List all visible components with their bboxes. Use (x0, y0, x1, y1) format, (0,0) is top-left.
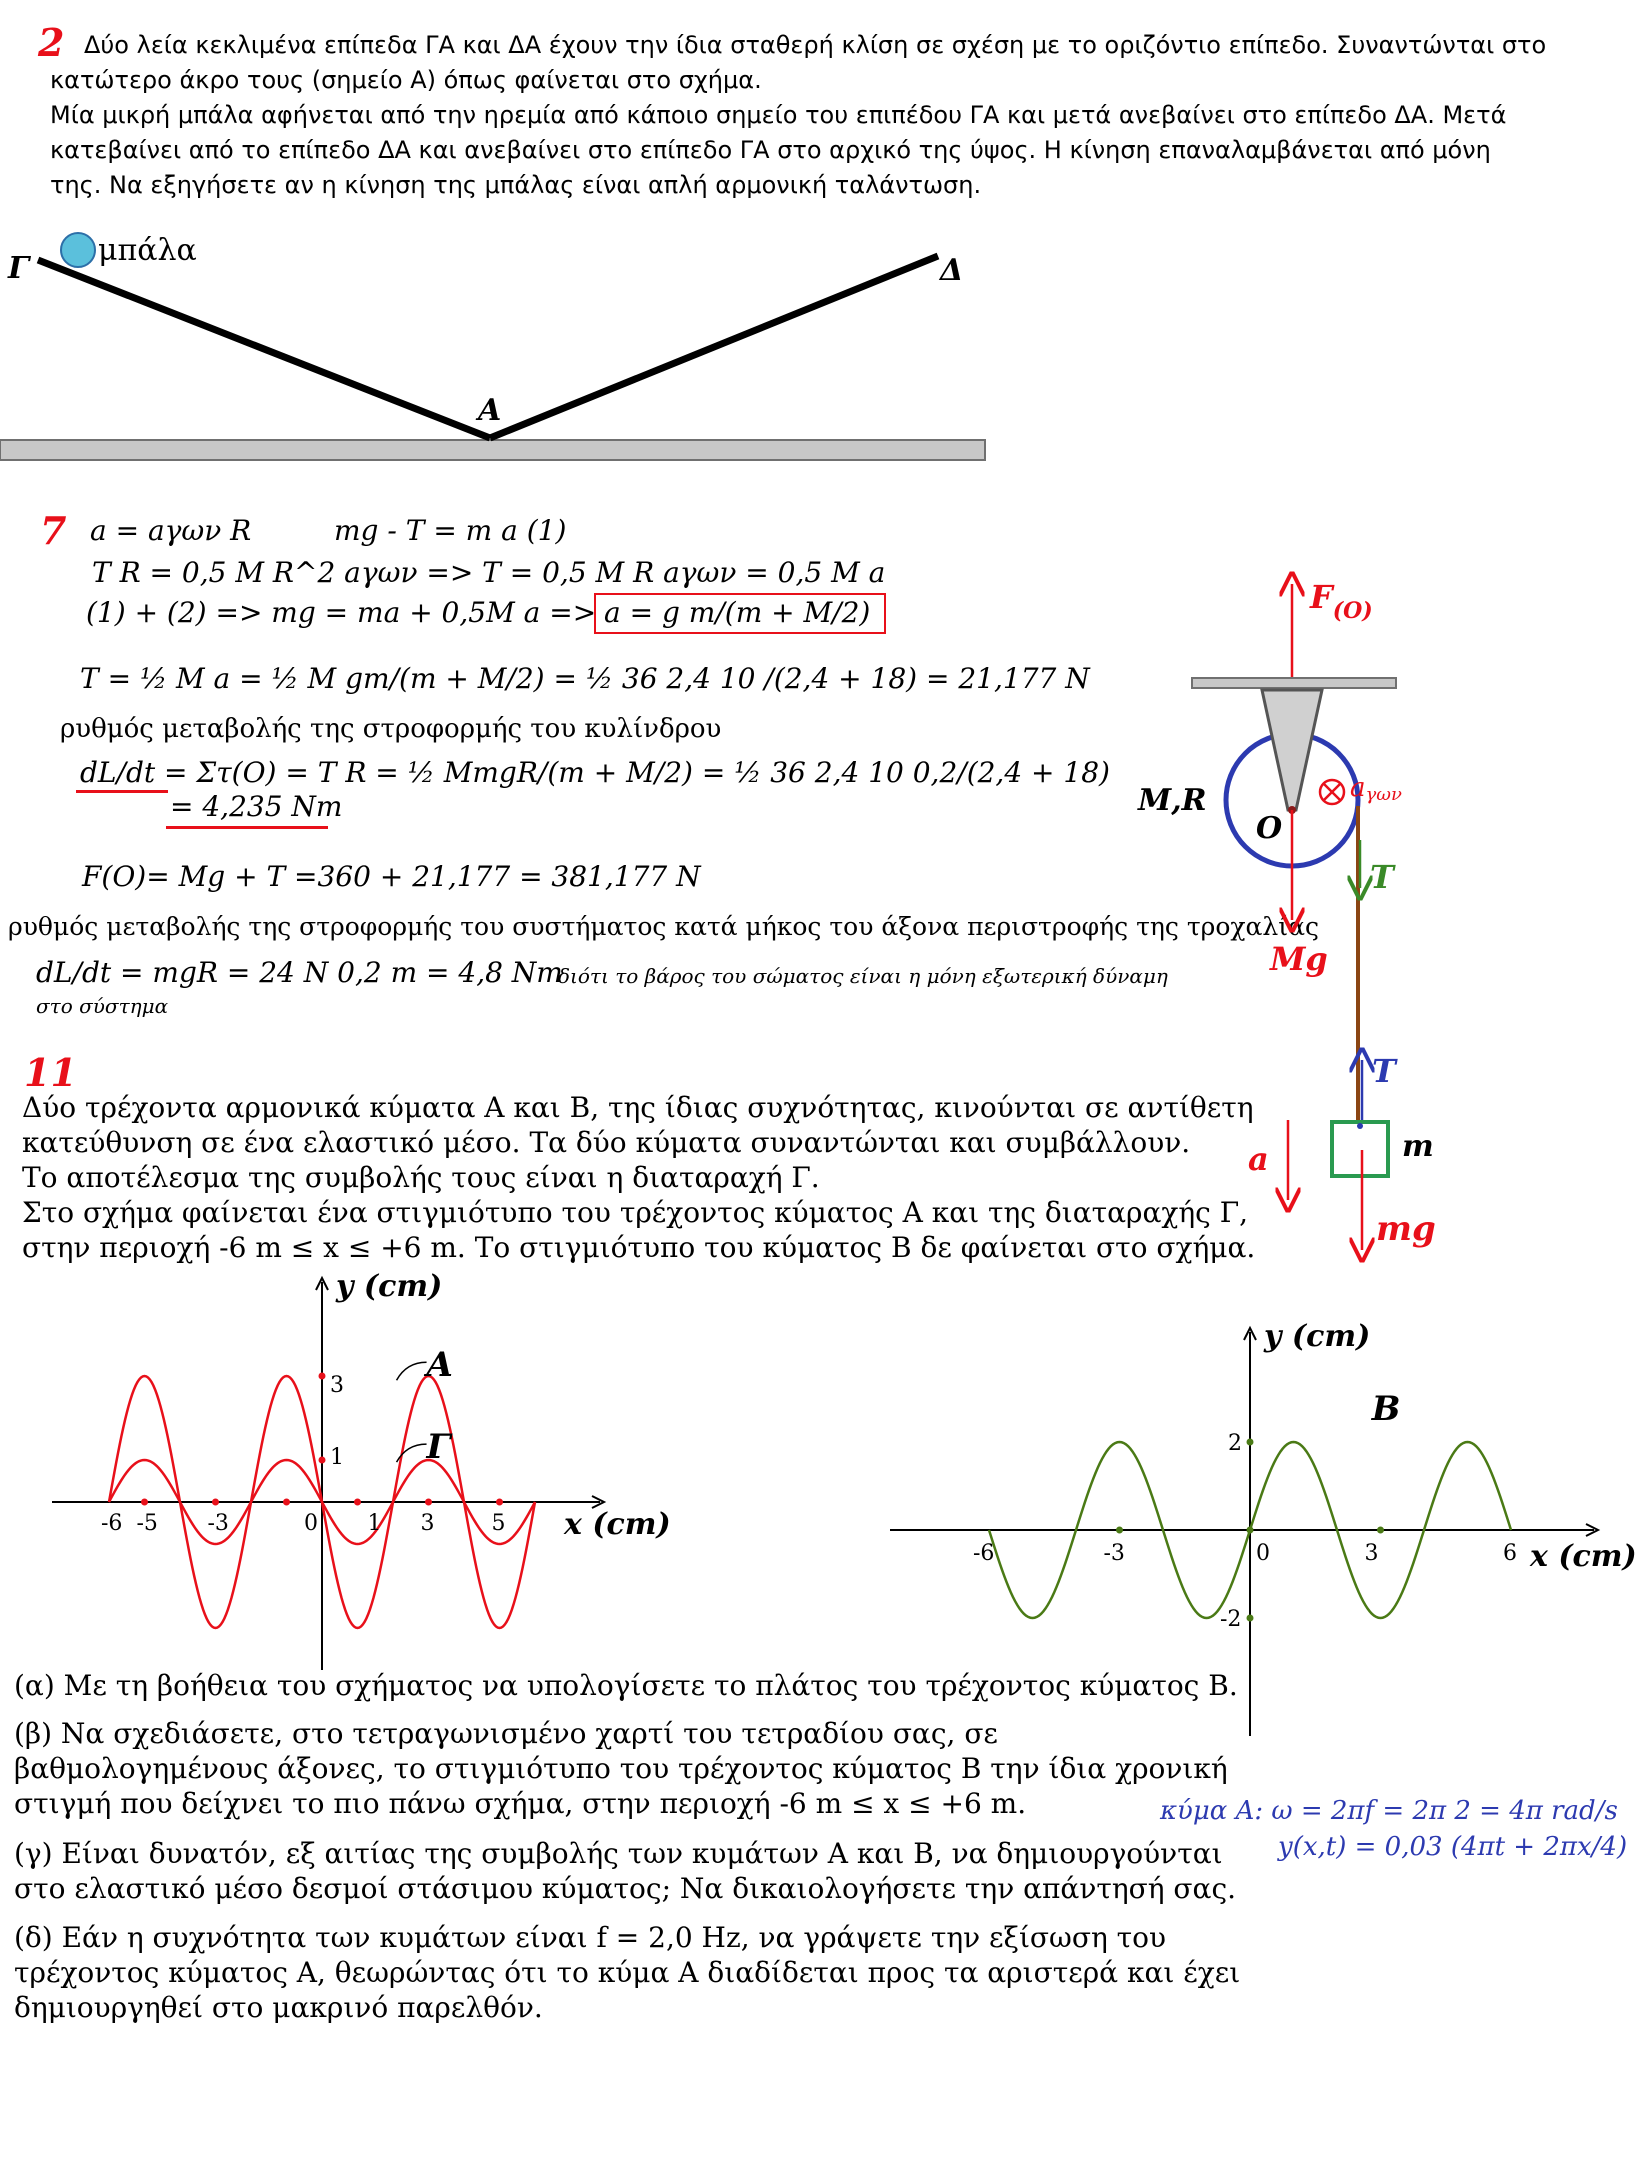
y-tick-label: -2 (1220, 1607, 1242, 1632)
eq-3b-boxed: a = g m/(m + M/2) (594, 593, 886, 634)
note-2: στο σύστημα (36, 994, 169, 1018)
question-d (14, 1920, 1240, 2025)
problem-11-line: στην περιοχή -6 m ≤ x ≤ +6 m. Το στιγμιότυπο του κύματος Β δε φαίνεται στο σχήμα. (22, 1231, 1256, 1264)
axis-point (141, 1499, 148, 1506)
axis-point (1116, 1527, 1123, 1534)
problem-11-number: 11 (24, 1050, 77, 1095)
x-tick-label: -6 (973, 1541, 995, 1566)
question-c-line: στο ελαστικό μέσο δεσμοί στάσιμου κύματος; Να δικαιολογήσετε την απάντησή σας. (14, 1872, 1237, 1905)
x-tick-label: 1 (367, 1511, 382, 1536)
plane-gamma-a (38, 260, 490, 438)
problem-2-line: Δύο λεία κεκλιμένα επίπεδα ΓΑ και ΔΑ έχουν την ίδια σταθερή κλίση σε σχέση με το οριζόντιο επίπεδο. Συναντώνται στο (84, 31, 1547, 59)
problem-2-text (50, 28, 1547, 203)
label-delta: Δ (940, 253, 964, 288)
ground (0, 440, 985, 460)
x-tick-label: -3 (207, 1511, 229, 1536)
axis-point (1247, 1527, 1254, 1534)
label-a: Α (478, 393, 502, 428)
y-point-2 (1247, 1439, 1254, 1446)
y-tick-label: 1 (330, 1445, 344, 1470)
mass-center (1357, 1123, 1363, 1129)
question-b-line: βαθμολογημένους άξονες, το στιγμιότυπο του τρέχοντος κύματος Β την ίδια χρονική (14, 1752, 1228, 1785)
problem-2-line: Μία μικρή μπάλα αφήνεται από την ηρεμία από κάποιο σημείο του επιπέδου ΓΑ και μετά ανεβαίνει στο επίπεδο ΔΑ. Μετά (50, 101, 1507, 129)
plane-delta-a (490, 256, 938, 438)
eq-1a: a = aγων R (90, 514, 252, 547)
label-m: m (1402, 1129, 1434, 1164)
question-b-line: στιγμή που δείχνει το πιο πάνω σχήμα, στην περιοχή -6 m ≤ x ≤ +6 m. (14, 1787, 1027, 1820)
text-cylinder: ρυθμός μεταβολής της στροφορμής του κυλίνδρου (60, 714, 722, 744)
label-mr: M,R (1138, 783, 1207, 818)
problem-2-line: κατεβαίνει από το επίπεδο ΔΑ και ανεβαίνει στο επίπεδο ΓΑ στο αρχικό της ύψος. Η κίνηση επαναλαμβάνεται από μόνη (50, 136, 1491, 164)
label-t-upper: T (1370, 858, 1394, 896)
y-tick-label: 3 (330, 1373, 344, 1398)
problem-7-number: 7 (40, 508, 67, 553)
problem-11-line: Δύο τρέχοντα αρμονικά κύματα Α και Β, της ίδιας συχνότητας, κινούνται σε αντίθετη (22, 1091, 1254, 1124)
eq-8: dL/dt = mgR = 24 N 0,2 m = 4,8 Nm (36, 956, 563, 989)
x-tick-label: 3 (1364, 1541, 1379, 1566)
x-tick-label: 0 (304, 1511, 318, 1536)
x-axis-label: x (cm) (1530, 1539, 1637, 1574)
y-tick-label: 2 (1228, 1431, 1242, 1456)
label-a-gon: aγων (1350, 773, 1402, 805)
problem-11-text (22, 1090, 1255, 1265)
force-f-label: $F_{(O)}$ (1310, 578, 1373, 624)
eq-6: = 4,235 Nm (170, 790, 343, 823)
x-tick-label: 5 (491, 1511, 506, 1536)
y-axis-label: y (cm) (336, 1270, 443, 1304)
label-gamma: Γ (8, 251, 30, 286)
label-a-acc: a (1248, 1140, 1269, 1178)
note-1: διότι το βάρος του σώματος είναι η μόνη εξωτερική δύναμη (558, 964, 1168, 988)
eq-5-underline (76, 790, 168, 793)
label-small-mg: mg (1376, 1209, 1436, 1249)
question-d-line: τρέχοντος κύματος Α, θεωρώντας ότι το κύμα Α διαδίδεται προς τα αριστερά και έχει (14, 1956, 1241, 1989)
question-c (14, 1836, 1236, 1906)
axis-point (212, 1499, 219, 1506)
eq-4: T = ½ M a = ½ M gm/(m + M/2) = ½ 36 2,4 10 /(2,4 + 18) = 21,177 N (80, 662, 1090, 695)
problem-11-line: Το αποτέλεσμα της συμβολής τους είναι η διαταραχή Γ. (22, 1161, 820, 1194)
pulley-support (1262, 690, 1322, 810)
problem-2-line: κατώτερο άκρο τους (σημείο Α) όπως φαίνεται στο σχήμα. (50, 66, 762, 94)
eq-6-underline (166, 826, 328, 829)
series-label-b: Β (1371, 1389, 1401, 1429)
answer-omega: κύμα Α: ω = 2πf = 2π 2 = 4π rad/s (1160, 1796, 1618, 1826)
ball (61, 233, 95, 267)
question-d-line: δημιουργηθεί στο μακρινό παρελθόν. (14, 1991, 543, 2024)
x-tick-label: -3 (1103, 1541, 1125, 1566)
y-axis-label: y (cm) (1264, 1320, 1371, 1354)
problem-11-line: κατεύθυνση σε ένα ελαστικό μέσο. Τα δύο κύματα συναντώνται και συμβάλλουν. (22, 1126, 1191, 1159)
x-tick-label: -5 (136, 1511, 158, 1536)
problem-2-line: της. Να εξηγήσετε αν η κίνηση της μπάλας είναι απλή αρμονική ταλάντωση. (50, 171, 982, 199)
question-a: (α) Με τη βοήθεια του σχήματος να υπολογίσετε το πλάτος του τρέχοντος κύματος Β. (14, 1669, 1238, 1702)
hanging-mass (1332, 1122, 1388, 1176)
question-b-line: (β) Να σχεδιάσετε, στο τετραγωνισμένο χαρτί του τετραδίου σας, σε (14, 1717, 998, 1750)
chart-wave-a-gamma (40, 1270, 680, 1690)
problem-11-line: Στο σχήμα φαίνεται ένα στιγμιότυπο του τρέχοντος κύματος Α και της διαταραχής Γ, (22, 1196, 1249, 1229)
y-point-3 (319, 1373, 326, 1380)
series-label-a: Α (426, 1345, 453, 1386)
y-point-1 (319, 1457, 326, 1464)
eq-5: dL/dt = Στ(O) = T R = ½ MmgR/(m + M/2) = ½ 36 2,4 10 0,2/(2,4 + 18) (80, 756, 1110, 789)
question-d-line: (δ) Εάν η συχνότητα των κυμάτων είναι f = 2,0 Hz, να γράψετε την εξίσωση του (14, 1921, 1167, 1954)
eq-7: F(O)= Mg + T =360 + 21,177 = 381,177 N (82, 860, 701, 893)
axis-point (1377, 1527, 1384, 1534)
ball-label: μπάλα (98, 233, 197, 268)
x-axis-label: x (cm) (564, 1507, 671, 1542)
ceiling (1192, 678, 1396, 688)
inclined-planes-diagram (0, 230, 1000, 470)
x-tick-label: -6 (101, 1511, 123, 1536)
text-system: ρυθμός μεταβολής της στροφορμής του συστήματος κατά μήκος του άξονα περιστροφής της τροχαλίας (8, 912, 1319, 941)
eq-1b: mg - T = m a (1) (334, 514, 567, 547)
problem-2-number: 2 (38, 20, 65, 65)
question-c-line: (γ) Είναι δυνατόν, εξ αιτίας της συμβολής των κυμάτων Α και Β, να δημιουργούνται (14, 1837, 1223, 1870)
label-big-mg: Mg (1270, 940, 1328, 978)
x-tick-label: 3 (420, 1511, 435, 1536)
label-t-lower: T (1372, 1052, 1396, 1090)
axis-point (425, 1499, 432, 1506)
label-o: O (1256, 811, 1283, 846)
eq-2: T R = 0,5 M R^2 aγων => T = 0,5 M R aγων = 0,5 M a (92, 556, 886, 589)
axis-point (496, 1499, 503, 1506)
x-tick-label: 0 (1256, 1541, 1270, 1566)
axis-point (283, 1499, 290, 1506)
axis-point (354, 1499, 361, 1506)
answer-equation: y(x,t) = 0,03 (4πt + 2πx/4) (1278, 1832, 1628, 1862)
question-b (14, 1716, 1228, 1821)
y-point-neg2 (1247, 1615, 1254, 1622)
label-a-leader (397, 1362, 427, 1380)
eq-3a: (1) + (2) => mg = ma + 0,5M a => (86, 596, 597, 629)
series-label-gamma: Γ (426, 1427, 451, 1468)
x-tick-label: 6 (1503, 1541, 1517, 1566)
